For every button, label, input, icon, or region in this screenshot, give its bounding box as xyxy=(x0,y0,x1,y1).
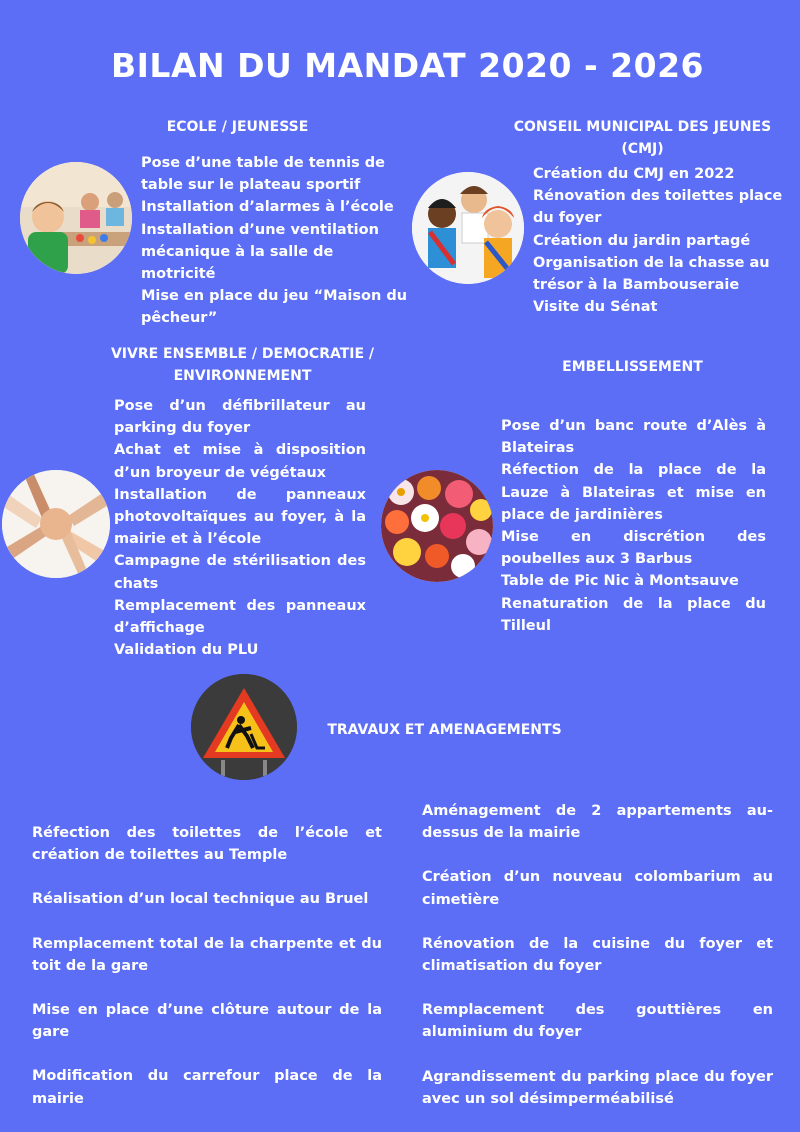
list-item: Organisation de la chasse au trésor à la Bambouseraie xyxy=(533,254,770,294)
children-classroom-photo xyxy=(20,162,132,274)
list-item: Validation du PLU xyxy=(114,642,259,659)
section-heading-embellissement: EMBELLISSEMENT xyxy=(562,359,703,375)
list-item: Remplacement total de la charpente et du toit de la gare xyxy=(32,935,382,974)
list-item: Pose d’un défibrillateur au parking du foyer xyxy=(114,398,366,437)
list-item: Renaturation de la place du Tilleul xyxy=(501,595,766,634)
list-item: Modification du carrefour place de la mairie xyxy=(32,1068,382,1107)
list-item: Table de Pic Nic à Montsauve xyxy=(501,573,739,590)
list-item: Remplacement des panneaux d’affichage xyxy=(114,597,366,637)
list-item: Rénovation des toilettes place du foyer xyxy=(533,188,783,227)
list-item: Réfection des toilettes de l’école et création de toilettes au Temple xyxy=(32,825,382,864)
list-item: Création du CMJ en 2022 xyxy=(533,166,735,182)
section-heading-vivre: VIVRE ENSEMBLE / DEMOCRATIE / ENVIRONNEMENT xyxy=(110,346,375,384)
list-item: Achat et mise à disposition d’un broyeur de végétaux xyxy=(114,442,366,481)
stacked-hands-photo xyxy=(2,470,110,578)
vivre-list xyxy=(114,395,366,661)
list-item: Aménagement de 2 appartements au-dessus de la mairie xyxy=(422,803,773,842)
roadwork-sign-icon xyxy=(191,674,297,780)
list-item: Création d’un nouveau colombarium au cimetière xyxy=(422,869,773,908)
list-item: Mise en discrétion des poubelles aux 3 Barbus xyxy=(501,529,766,568)
list-item: Installation de panneaux photovoltaïques au foyer, à la mairie et à l’école xyxy=(114,486,366,548)
travaux-right-list xyxy=(422,800,773,1132)
list-item: Pose d’un banc route d’Alès à Blateiras xyxy=(501,418,766,457)
section-heading-travaux: TRAVAUX ET AMENAGEMENTS xyxy=(327,722,562,738)
section-heading-ecole: ECOLE / JEUNESSE xyxy=(166,119,309,135)
list-item: Mise en place d’une clôture autour de la gare xyxy=(32,1002,382,1041)
list-item: Agrandissement du parking place du foyer avec un sol désimperméabilisé xyxy=(422,1068,773,1107)
list-item: Installation d’alarmes à l’école xyxy=(141,199,394,216)
cmj-list xyxy=(533,163,783,318)
travaux-left-list xyxy=(32,822,382,1132)
list-item: Rénovation de la cuisine du foyer et climatisation du foyer xyxy=(422,935,773,975)
embellissement-list xyxy=(501,415,766,637)
list-item: Campagne de stérilisation des chats xyxy=(114,553,366,592)
flowers-photo xyxy=(381,470,493,582)
list-item: Visite du Sénat xyxy=(533,299,658,316)
list-item: Réalisation d’un local technique au Bruel xyxy=(32,891,369,908)
section-heading-cmj: CONSEIL MUNICIPAL DES JEUNES (CMJ) xyxy=(513,119,772,157)
ecole-list xyxy=(141,152,411,330)
list-item: Pose d’une table de tennis de table sur le plateau sportif xyxy=(141,155,386,194)
list-item: Remplacement des gouttières en aluminium du foyer xyxy=(422,1002,773,1041)
list-item: Installation d’une ventilation mécanique à la salle de motricité xyxy=(141,221,379,283)
list-item: Réfection de la place de la Lauze à Blateiras et mise en place de jardinières xyxy=(501,462,766,523)
list-item: Création du jardin partagé xyxy=(533,232,751,249)
list-item: Mise en place du jeu “Maison du pêcheur” xyxy=(141,288,408,327)
young-council-illustration xyxy=(412,172,524,284)
page-title: BILAN DU MANDAT 2020 - 2026 xyxy=(110,46,704,85)
